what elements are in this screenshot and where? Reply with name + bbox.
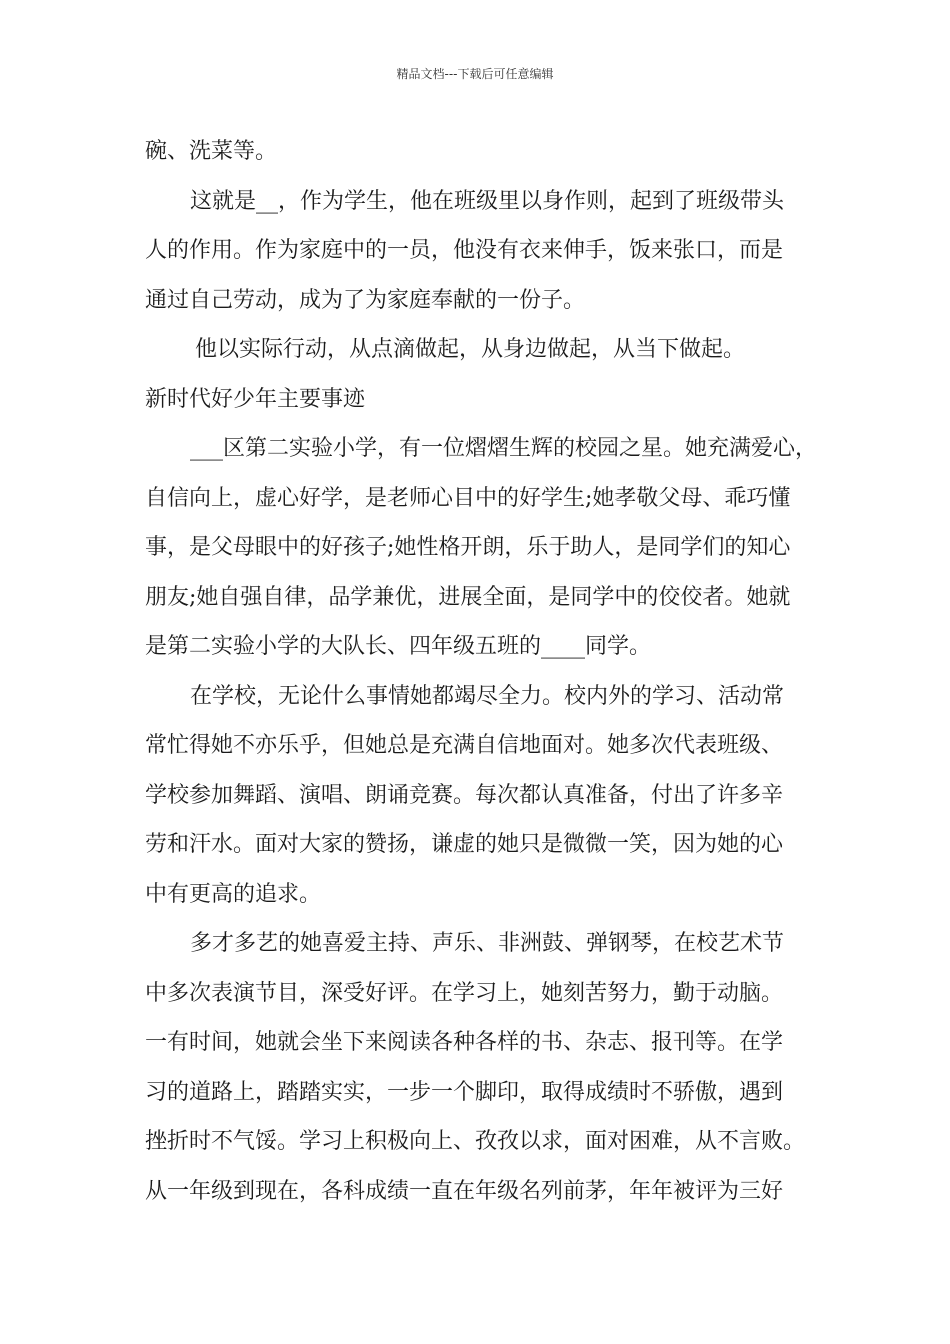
text-line: ___区第二实验小学，有一位熠熠生辉的校园之星。她充满爱心， <box>190 436 818 461</box>
text-line: 自信向上，虚心好学，是老师心目中的好学生;她孝敬父母、乖巧懂 <box>145 485 791 511</box>
document-body <box>145 127 830 1216</box>
text-line: 劳和汗水。面对大家的赞扬，谦虚的她只是微微一笑，因为她的心 <box>145 832 784 857</box>
text-line: 挫折时不气馁。学习上积极向上、孜孜以求，面对困难，从不言败。 <box>145 1129 806 1154</box>
text-line: 中多次表演节目，深受好评。在学习上，她刻苦努力，勤于动脑。 <box>145 980 784 1006</box>
text-line: 常忙得她不亦乐乎，但她总是充满自信地面对。她多次代表班级、 <box>145 733 784 758</box>
text-line: 事，是父母眼中的好孩子;她性格开朗，乐于助人，是同学们的知心 <box>145 535 791 560</box>
text-line: 一有时间，她就会坐下来阅读各种各样的书、杂志、报刊等。在学 <box>145 1030 784 1055</box>
text-line: 通过自己劳动，成为了为家庭奉献的一份子。 <box>145 287 586 313</box>
text-line: 习的道路上，踏踏实实，一步一个脚印，取得成绩时不骄傲，遇到 <box>145 1079 784 1105</box>
text-line: 这就是__，作为学生，他在班级里以身作则，起到了班级带头 <box>190 188 785 214</box>
text-line: 碗、洗菜等。 <box>145 139 278 164</box>
section-title: 新时代好少年主要事迹 <box>145 386 366 412</box>
text-line: 朋友;她自强自律，品学兼优，进展全面，是同学中的佼佼者。她就 <box>145 584 791 610</box>
page-header: 精品文档---下载后可任意编辑 <box>396 67 554 81</box>
text-line: 在学校，无论什么事情她都竭尽全力。校内外的学习、活动常 <box>190 683 785 709</box>
text-line: 人的作用。作为家庭中的一员，他没有衣来伸手，饭来张口，而是 <box>145 238 784 263</box>
text-line: 中有更高的追求。 <box>145 881 322 907</box>
text-line: 是第二实验小学的大队长、四年级五班的____同学。 <box>145 634 652 659</box>
text-line: 学校参加舞蹈、演唱、朗诵竞赛。每次都认真准备，付出了许多辛 <box>145 782 784 808</box>
text-line: 多才多艺的她喜爱主持、声乐、非洲鼓、弹钢琴，在校艺术节 <box>190 931 785 956</box>
text-line: 他以实际行动，从点滴做起，从身边做起，从当下做起。 <box>195 337 746 362</box>
text-line: 从一年级到现在，各科成绩一直在年级名列前茅，年年被评为三好 <box>145 1178 784 1204</box>
